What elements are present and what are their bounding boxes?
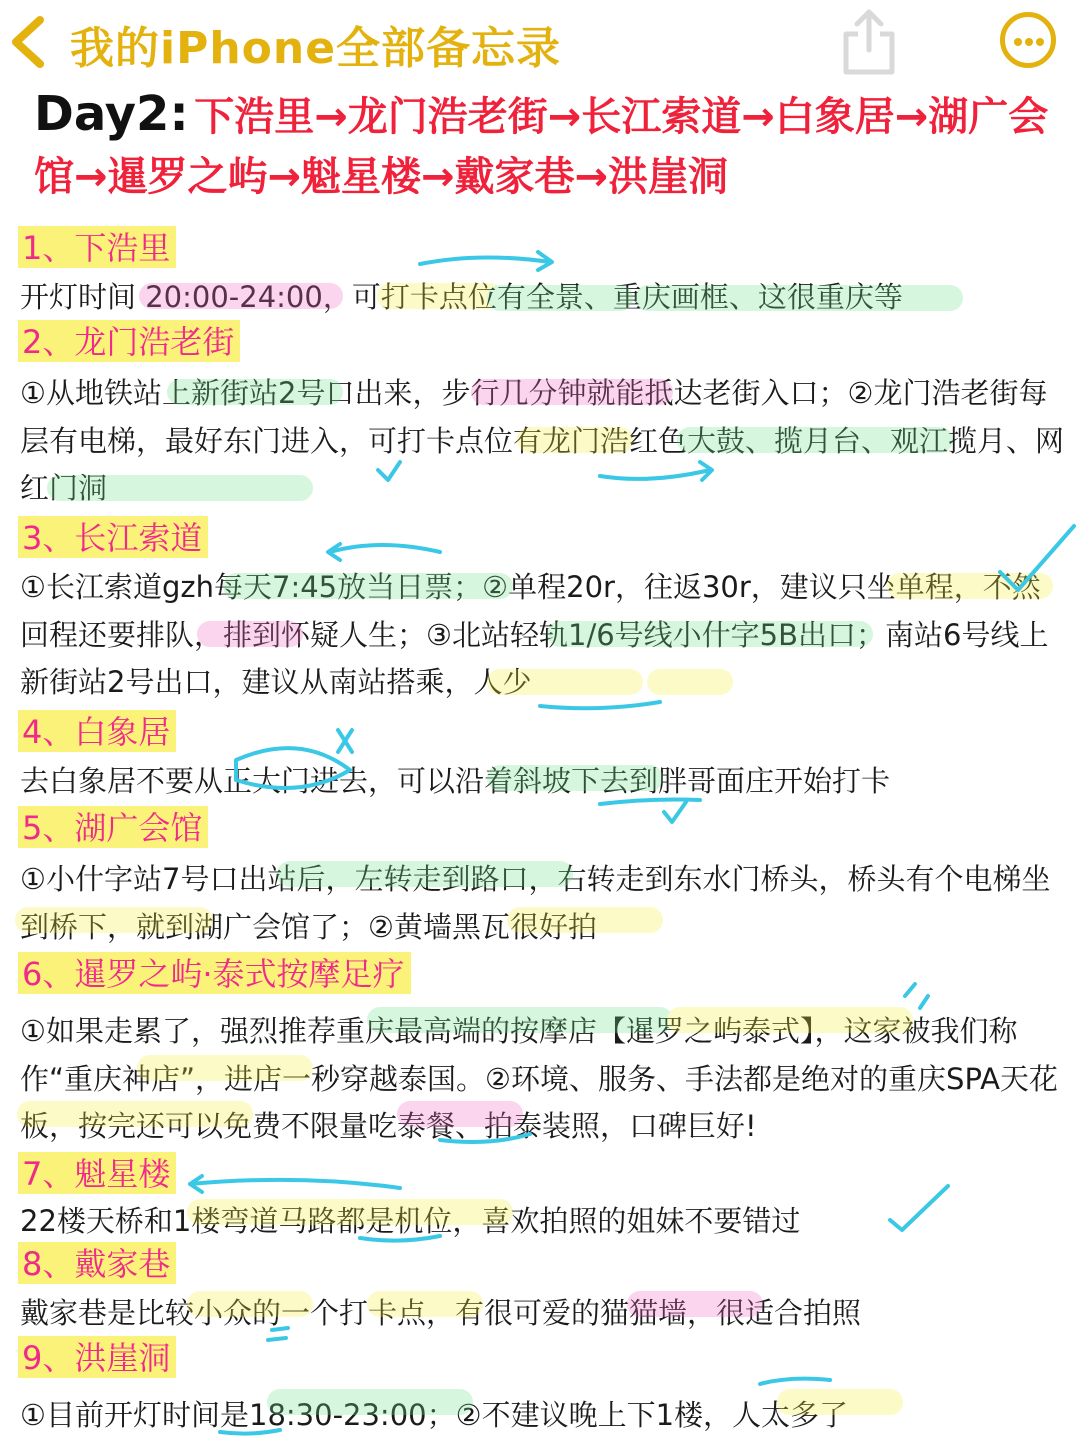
section-body-5: ①小什字站7号口出站后，左转走到路口，右转走到东水门桥头，桥头有个电梯坐到桥下，就到湖广会馆了；②黄墙黑瓦很好拍 (20, 862, 1051, 944)
section-title-6: 6、暹罗之屿·泰式按摩足疗 (18, 952, 411, 994)
back-button[interactable] (6, 14, 50, 70)
share-icon (838, 4, 900, 76)
note-headline (34, 88, 1064, 211)
section-body-9: ①目前开灯时间是18:30-23:00；②不建议晚上下1楼，人太多了 (20, 1398, 849, 1432)
route-text: 下浩里→龙门浩老街→长江索道→白象居→湖广会馆→暹罗之屿→魁星楼→戴家巷→洪崖洞 (34, 94, 1049, 200)
section-title-2: 2、龙门浩老街 (18, 320, 240, 362)
more-icon-dot (1014, 38, 1022, 46)
section-body-7: 22楼天桥和1楼弯道马路都是机位，喜欢拍照的姐妹不要错过 (20, 1204, 801, 1238)
section-title-1: 1、下浩里 (18, 226, 176, 268)
section-body-3: ①长江索道gzh每天7:45放当日票；②单程20r，往返30r，建议只坐单程，不然回程还要排队，排到怀疑人生；③北站轻轨1/6号线小什字5B出口；南站6号线上新街站2号出口，建议从南站搭乘，人少 (20, 570, 1049, 699)
day-label: Day2: (34, 86, 189, 142)
more-icon-dot (1036, 38, 1044, 46)
more-button[interactable] (1000, 12, 1056, 68)
note-content (18, 226, 1068, 1438)
section-title-3: 3、长江索道 (18, 516, 208, 558)
share-button[interactable] (838, 4, 900, 76)
nav-bar (0, 0, 1080, 86)
section-body-8: 戴家巷是比较小众的一个打卡点，有很可爱的猫猫墙，很适合拍照 (20, 1296, 862, 1330)
section-body-2: ①从地铁站上新街站2号口出来，步行几分钟就能抵达老街入口；②龙门浩老街每层有电梯，最好东门进入，可打卡点位有龙门浩红色大鼓、揽月台、观江揽月、网红门洞 (20, 376, 1065, 505)
section-title-8: 8、戴家巷 (18, 1242, 176, 1284)
nav-title: 我的iPhone全部备忘录 (70, 23, 562, 74)
more-icon-dot (1025, 38, 1033, 46)
section-title-5: 5、湖广会馆 (18, 806, 208, 848)
section-body-1: 开灯时间 20:00-24:00，可打卡点位有全景、重庆画框、这很重庆等 (20, 280, 903, 314)
section-body-4: 去白象居不要从正大门进去，可以沿着斜坡下去到胖哥面庄开始打卡 (20, 764, 891, 798)
chevron-left-icon (6, 14, 50, 70)
section-body-6: ①如果走累了，强烈推荐重庆最高端的按摩店【暹罗之屿泰式】，这家被我们称作“重庆神店”，进店一秒穿越泰国。②环境、服务、手法都是绝对的重庆SPA天花板，按完还可以免费不限量吃泰餐、拍泰装照，口碑巨好! (20, 1014, 1058, 1143)
section-title-4: 4、白象居 (18, 710, 176, 752)
section-title-9: 9、洪崖洞 (18, 1336, 176, 1378)
section-title-7: 7、魁星楼 (18, 1152, 176, 1194)
